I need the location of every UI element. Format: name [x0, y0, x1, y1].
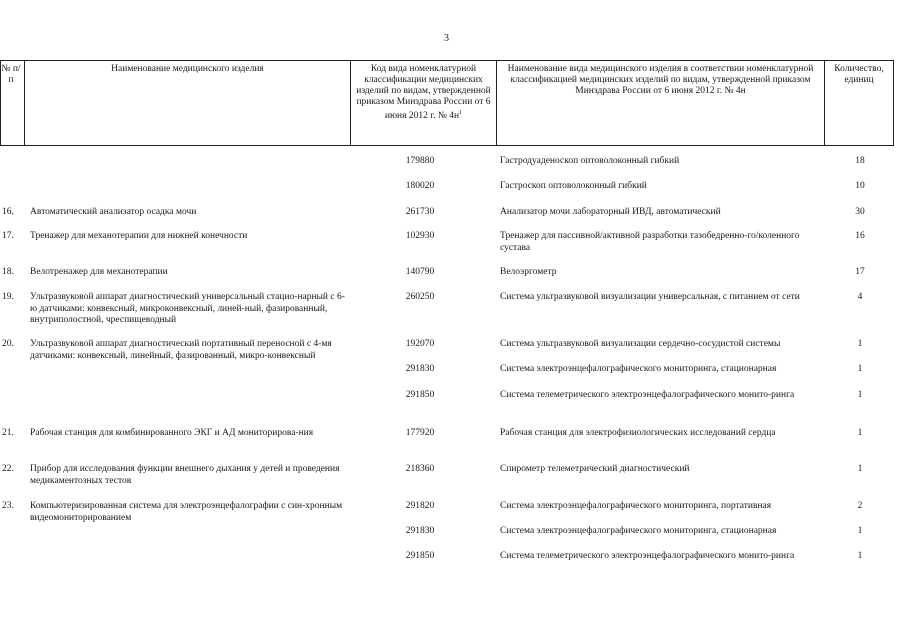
type-name: Система ультразвуковой визуализации сердечно-сосудистой системы [500, 339, 781, 349]
classification-code: 218360 [405, 464, 435, 474]
classification-code: 291830 [405, 526, 435, 536]
classification-code: 291850 [405, 551, 435, 561]
item-name: Автоматический анализатор осадка мочи [30, 207, 197, 217]
type-name: Гастродуаденоскоп оптоволоконный гибкий [500, 156, 680, 166]
type-name: Спирометр телеметрический диагностический [500, 464, 690, 474]
page-number: 3 [444, 33, 449, 44]
header-code-footnote: 1 [459, 110, 463, 116]
row-number: 19. [2, 292, 14, 302]
quantity: 1 [857, 428, 863, 438]
type-name: Система ультразвуковой визуализации универсальная, с питанием от сети [500, 292, 800, 302]
classification-code: 192070 [405, 339, 435, 349]
header-code-text: Код вида номенклатурной классификации медицинских изделий по видам, утвержденной приказом Минздрава России от 6 июня 2012 г. № 4н [356, 64, 491, 122]
row-number: 20. [2, 339, 14, 349]
classification-code: 140790 [405, 267, 435, 277]
type-name: Анализатор мочи лабораторный ИВД, автоматический [500, 207, 721, 217]
item-name: Велотренажер для механотерапии [30, 267, 168, 277]
quantity: 1 [857, 364, 863, 374]
classification-code: 179880 [405, 156, 435, 166]
quantity: 10 [855, 181, 865, 191]
row-number: 23. [2, 501, 14, 511]
quantity: 1 [857, 526, 863, 536]
quantity: 1 [857, 390, 863, 400]
row-number: 17. [2, 231, 14, 241]
row-number: 16. [2, 207, 14, 217]
type-name: Система телеметрического электроэнцефалографического монито-ринга [500, 551, 795, 561]
quantity: 17 [855, 267, 865, 277]
item-name: Рабочая станция для комбинированного ЭКГ и АД мониторирова-ния [30, 428, 314, 438]
row-number: 18. [2, 267, 14, 277]
type-name: Рабочая станция для электрофизиологических исследований сердца [500, 428, 776, 438]
quantity: 1 [857, 551, 863, 561]
item-name: Прибор для исследования функции внешнего дыхания у детей и проведения медикаментозных тестов [30, 464, 340, 486]
item-name: Ультразвуковой аппарат диагностический универсальный стацио-нарный с 6-ю датчиками: конвексный, микроконвексный, линей-ный, фазированный, внутриполостной, чреспищеводный [30, 292, 345, 325]
classification-code: 291820 [405, 501, 435, 511]
header-qty: Количество, единиц [824, 60, 894, 146]
row-number: 22. [2, 464, 14, 474]
classification-code: 260250 [405, 292, 435, 302]
quantity: 2 [857, 501, 863, 511]
quantity: 1 [857, 339, 863, 349]
type-name: Система телеметрического электроэнцефалографического монито-ринга [500, 390, 795, 400]
header-num: № п/п [0, 60, 24, 146]
header-name: Наименование медицинского изделия [24, 60, 350, 146]
quantity: 1 [857, 464, 863, 474]
quantity: 16 [855, 231, 865, 241]
type-name: Система электроэнцефалографического мониторинга, портативная [500, 501, 772, 511]
item-name: Тренажер для механотерапии для нижней конечности [30, 231, 248, 241]
type-name: Гастроскоп оптоволоконный гибкий [500, 181, 647, 191]
header-type: Наименование вида медицинского изделия в соответствии номенклатурной классификацией медицинских изделий по видам, утвержденной приказом Минздрава России от 6 июня 2012 г. № 4н [496, 60, 824, 146]
classification-code: 177920 [405, 428, 435, 438]
classification-code: 261730 [405, 207, 435, 217]
item-name: Компьютеризированная система для электроэнцефалографии с син-хронным видеомониторированием [30, 501, 343, 523]
classification-code: 180020 [405, 181, 435, 191]
quantity: 18 [855, 156, 865, 166]
type-name: Велоэргометр [500, 267, 557, 277]
item-name: Ультразвуковой аппарат диагностический портативный переносной с 4-мя датчиками: конвексный, линейный, фазированный, микро-конвексный [30, 339, 332, 361]
type-name: Тренажер для пассивной/активной разработки тазобедренно-го/коленного сустава [500, 231, 800, 253]
header-code [350, 60, 496, 146]
classification-code: 291830 [405, 364, 435, 374]
quantity: 30 [855, 207, 865, 217]
classification-code: 102930 [405, 231, 435, 241]
type-name: Система электроэнцефалографического мониторинга, стационарная [500, 526, 777, 536]
type-name: Система электроэнцефалографического мониторинга, стационарная [500, 364, 777, 374]
row-number: 21. [2, 428, 14, 438]
classification-code: 291850 [405, 390, 435, 400]
quantity: 4 [857, 292, 863, 302]
